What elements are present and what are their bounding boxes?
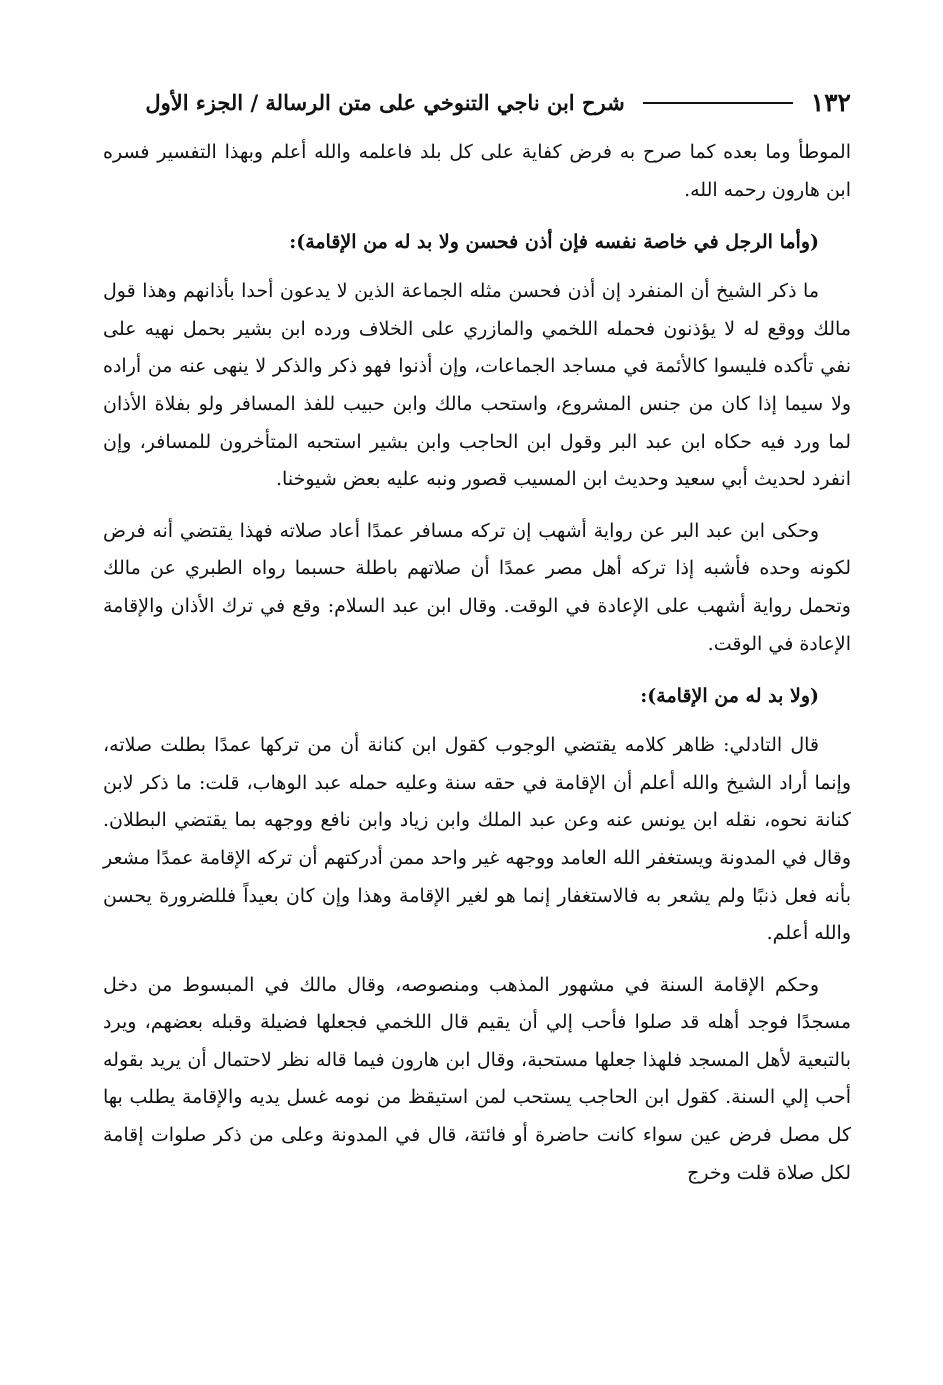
running-title: شرح ابن ناجي التنوخي على متن الرسالة / الجزء الأول — [145, 90, 625, 115]
section-heading-1: (وأما الرجل في خاصة نفسه فإن أذن فحسن ولا بد له من الإقامة): — [289, 231, 819, 254]
section-heading-2: (ولا بد له من الإقامة): — [640, 685, 819, 708]
paragraph-4: قال التادلي: ظاهر كلامه يقتضي الوجوب كقول ابن كنانة أن من تركها عمدًا بطلت صلاته، وإنما أراد الشيخ والله أعلم أن الإقامة في حقه سنة وعليه حمله عبد الوهاب، قلت: ما ذكر لابن كنانة نحوه، نقله ابن يونس عنه وعن عبد الملك وابن زياد وابن نافع ووجهه بما يقتضي البطلان. وقال في المدونة ويستغفر الله العامد ووجهه غير واحد ممن أدركتهم أن تركه الإقامة عمدًا مشعر بأنه فعل ذنبًا ولم يشعر به فالاستغفار إنما هو لغير الإقامة وهذا وإن كان بعيداً فللضرورة يحسن والله أعلم. — [103, 734, 851, 945]
header-rule — [643, 102, 793, 104]
page-number: ١٣٢ — [810, 88, 851, 117]
paragraph-2: ما ذكر الشيخ أن المنفرد إن أذن فحسن مثله الجماعة الذين لا يدعون أحدا بأذانهم وهذا قول مالك ووقع له لا يؤذنون فحمله اللخمي والمازري على الخلاف ورده ابن بشير بحمل نهيه على نفي تأكده فليسوا كالأئمة في مساجد الجماعات، وإن أذنوا فهو ذكر والذكر لا ينهى عنه من أراده ولا سيما إذا كان من جنس المشروع، واستحب مالك وابن حبيب للفذ المسافر ولو بفلاة الأذان لما ورد فيه حكاه ابن عبد البر وقول ابن الحاجب وابن بشير استحبه المتأخرون للمسافر، وإن انفرد لحديث أبي سعيد وحديث ابن المسيب قصور ونبه عليه بعض شيوخنا. — [103, 280, 851, 491]
page-content — [103, 134, 851, 1335]
header-title-group — [108, 86, 811, 120]
paragraph-1: الموطأ وما بعده كما صرح به فرض كفاية على كل بلد فاعلمه والله أعلم وبهذا التفسير فسره ابن هارون رحمه الله. — [103, 141, 851, 201]
running-header — [108, 86, 851, 120]
paragraph-3: وحكى ابن عبد البر عن رواية أشهب إن تركه مسافر عمدًا أعاد صلاته فهذا يقتضي أنه فرض لكونه وحده فأشبه إذا تركه أهل مصر عمدًا أن صلاتهم باطلة حسبما رواه الطبري عن مالك وتحمل رواية أشهب على الإعادة في الوقت. وقال ابن عبد السلام: وقع في ترك الأذان والإقامة الإعادة في الوقت. — [103, 519, 851, 655]
paragraph-5: وحكم الإقامة السنة في مشهور المذهب ومنصوصه، وقال مالك في المبسوط من دخل مسجدًا فوجد أهله قد صلوا فأحب إلي أن يقيم قال اللخمي فجعلها فضيلة وقبله بعضهم، ويرد بالتبعية لأهل المسجد فلهذا جعلها مستحبة، وقال ابن هارون فيما قاله نظر لاحتمال أن يريد بقوله أحب إلي السنة. كقول ابن الحاجب يستحب لمن استيقظ من نومه غسل يديه والإقامة يطلب بها كل مصل فرض عين سواء كانت حاضرة أو فائتة، قال في المدونة وعلى من ذكر صلوات إقامة لكل صلاة قلت وخرج — [103, 973, 852, 1184]
